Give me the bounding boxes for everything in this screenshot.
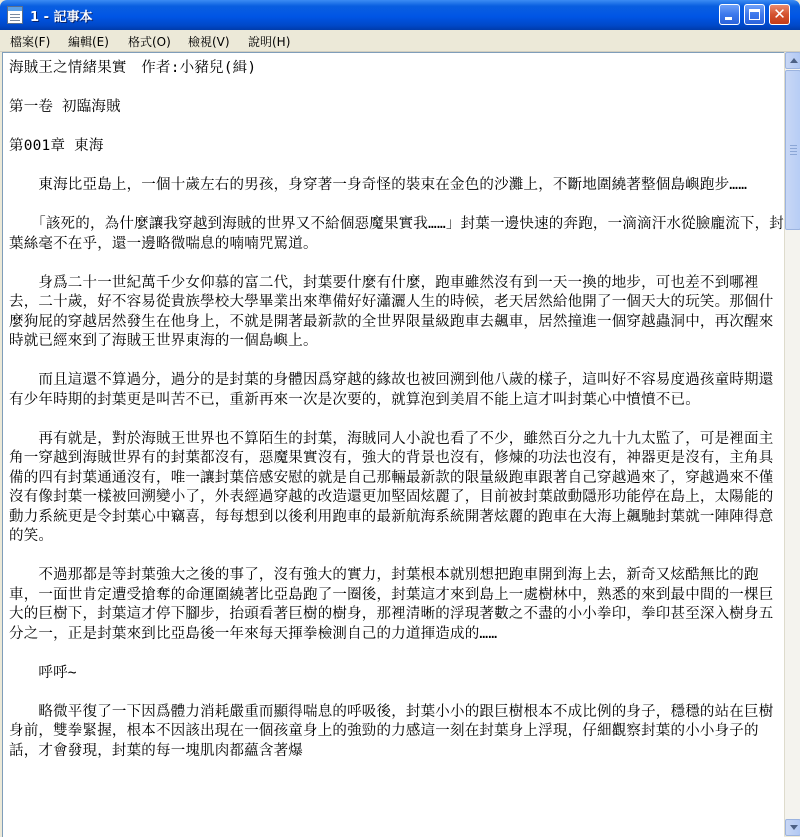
- maximize-button[interactable]: [744, 4, 765, 25]
- scroll-up-button[interactable]: [785, 52, 800, 69]
- text-editor[interactable]: [2, 52, 784, 837]
- blank-line: [9, 157, 784, 177]
- text-paragraph: 第一卷 初臨海賊: [9, 99, 121, 115]
- blank-line: [9, 644, 784, 664]
- menu-help[interactable]: 說明(H): [248, 35, 291, 49]
- minimize-icon: [725, 17, 732, 20]
- menu-edit[interactable]: 編輯(E): [68, 35, 109, 49]
- close-icon: ✕: [773, 5, 786, 23]
- scroll-thumb[interactable]: [785, 70, 800, 230]
- arrow-up-icon: [790, 58, 798, 63]
- blank-line: [9, 196, 784, 216]
- blank-line: [9, 410, 784, 430]
- arrow-down-icon: [790, 825, 798, 830]
- close-button[interactable]: [769, 4, 790, 25]
- text-paragraph: 再有就是，對於海賊王世界也不算陌生的封葉，海賊同人小說也看了不少，雖然百分之九十九太監了，可是裡面主角一穿越到海賊世界有的封葉都沒有，惡魔果實沒有，強大的背景也沒有，修煉的功法也沒有，神器更是沒有，主角具備的四有封葉通通沒有，唯一讓封葉倍感安慰的就是自己那輛最新款的限量級跑車跟著自己穿越過來了，穿越過來不僅沒有像封葉一樣被回溯變小了，外表經過穿越的改造還更加堅固炫麗了，目前被封葉啟動隱形功能停在島上，太陽能的動力系統更是令封葉心中竊喜，每每想到以後利用跑車的最新航海系統開著炫麗的跑車在大海上飆馳封葉就一陣陣得意的笑。: [9, 430, 774, 544]
- blank-line: [9, 683, 784, 703]
- blank-line: [9, 254, 784, 274]
- vertical-scrollbar[interactable]: [784, 52, 800, 836]
- document-text[interactable]: [3, 53, 784, 761]
- menu-view[interactable]: 檢視(V): [188, 35, 230, 49]
- text-paragraph: 東海比亞島上，一個十歲左右的男孩，身穿著一身奇怪的裝束在金色的沙灘上，不斷地圍繞著整個島嶼跑步……: [9, 177, 748, 193]
- text-paragraph: 不過那都是等封葉強大之後的事了，沒有強大的實力，封葉根本就別想把跑車開到海上去，新奇又炫酷無比的跑車，一面世肯定遭受搶奪的命運圍繞著比亞島跑了一圈後，封葉這才來到島上一處樹林中，熟悉的來到最中間的一棵巨大的巨樹下，封葉這才停下腳步，抬頭看著巨樹的樹身，那裡清晰的浮現著數之不盡的小小拳印，拳印甚至深入樹身五分之一，正是封葉來到比亞島後一年來每天揮拳檢測自己的力道揮造成的……: [9, 567, 774, 642]
- menu-format[interactable]: 格式(O): [128, 35, 171, 49]
- text-paragraph: 而且這還不算過分，過分的是封葉的身體因爲穿越的緣故也被回溯到他八歲的樣子，這叫好不容易度過孩童時期還有少年時期的封葉更是叫苦不已，重新再來一次是次要的，就算泡到美眉不能上這才叫封葉心中憤憤不已。: [9, 372, 774, 408]
- window-title: 1 - 記事本: [30, 10, 93, 25]
- text-paragraph: 身爲二十一世紀萬千少女仰慕的富二代，封葉要什麼有什麼，跑車雖然沒有到一天一換的地步，可也差不到哪裡去，二十歲，好不容易從貴族學校大學畢業出來準備好好瀟灑人生的時候，老天居然給他開了一個天大的玩笑。那個什麼狗屁的穿越居然發生在他身上，不就是開著最新款的全世界限量級跑車去飆車，居然撞進一個穿越蟲洞中，再次醒來時就已經來到了海賊王世界東海的一個島嶼上。: [9, 274, 774, 349]
- text-paragraph: 「該死的，為什麼讓我穿越到海賊的世界又不給個惡魔果實我……」封葉一邊快速的奔跑，一滴滴汗水從臉龐流下，封葉絲毫不在乎，還一邊略微喘息的喃喃咒罵道。: [9, 216, 784, 252]
- blank-line: [9, 79, 784, 99]
- text-paragraph: 海賊王之情緒果實 作者:小豬兒(緝): [9, 60, 257, 76]
- text-paragraph: 呼呼~: [9, 664, 77, 681]
- blank-line: [9, 547, 784, 567]
- menu-file[interactable]: 檔案(F): [10, 35, 51, 49]
- blank-line: [9, 352, 784, 372]
- notepad-icon: [7, 6, 23, 24]
- maximize-icon: [749, 9, 760, 20]
- text-paragraph: 略微平復了一下因爲體力消耗嚴重而顯得喘息的呼吸後，封葉小小的跟巨樹根本不成比例的身子，穩穩的站在巨樹身前，雙拳緊握，根本不因該出現在一個孩童身上的強勁的力感這一刻在封葉身上浮現，仔細觀察封葉的小小身子的話，才會發現，封葉的每一塊肌肉都蘊含著爆: [9, 703, 774, 759]
- scroll-down-button[interactable]: [785, 819, 800, 836]
- menu-bar: [0, 30, 800, 52]
- title-bar[interactable]: [0, 0, 800, 30]
- text-paragraph: 第001章 東海: [9, 138, 104, 154]
- minimize-button[interactable]: [719, 4, 740, 25]
- blank-line: [9, 118, 784, 138]
